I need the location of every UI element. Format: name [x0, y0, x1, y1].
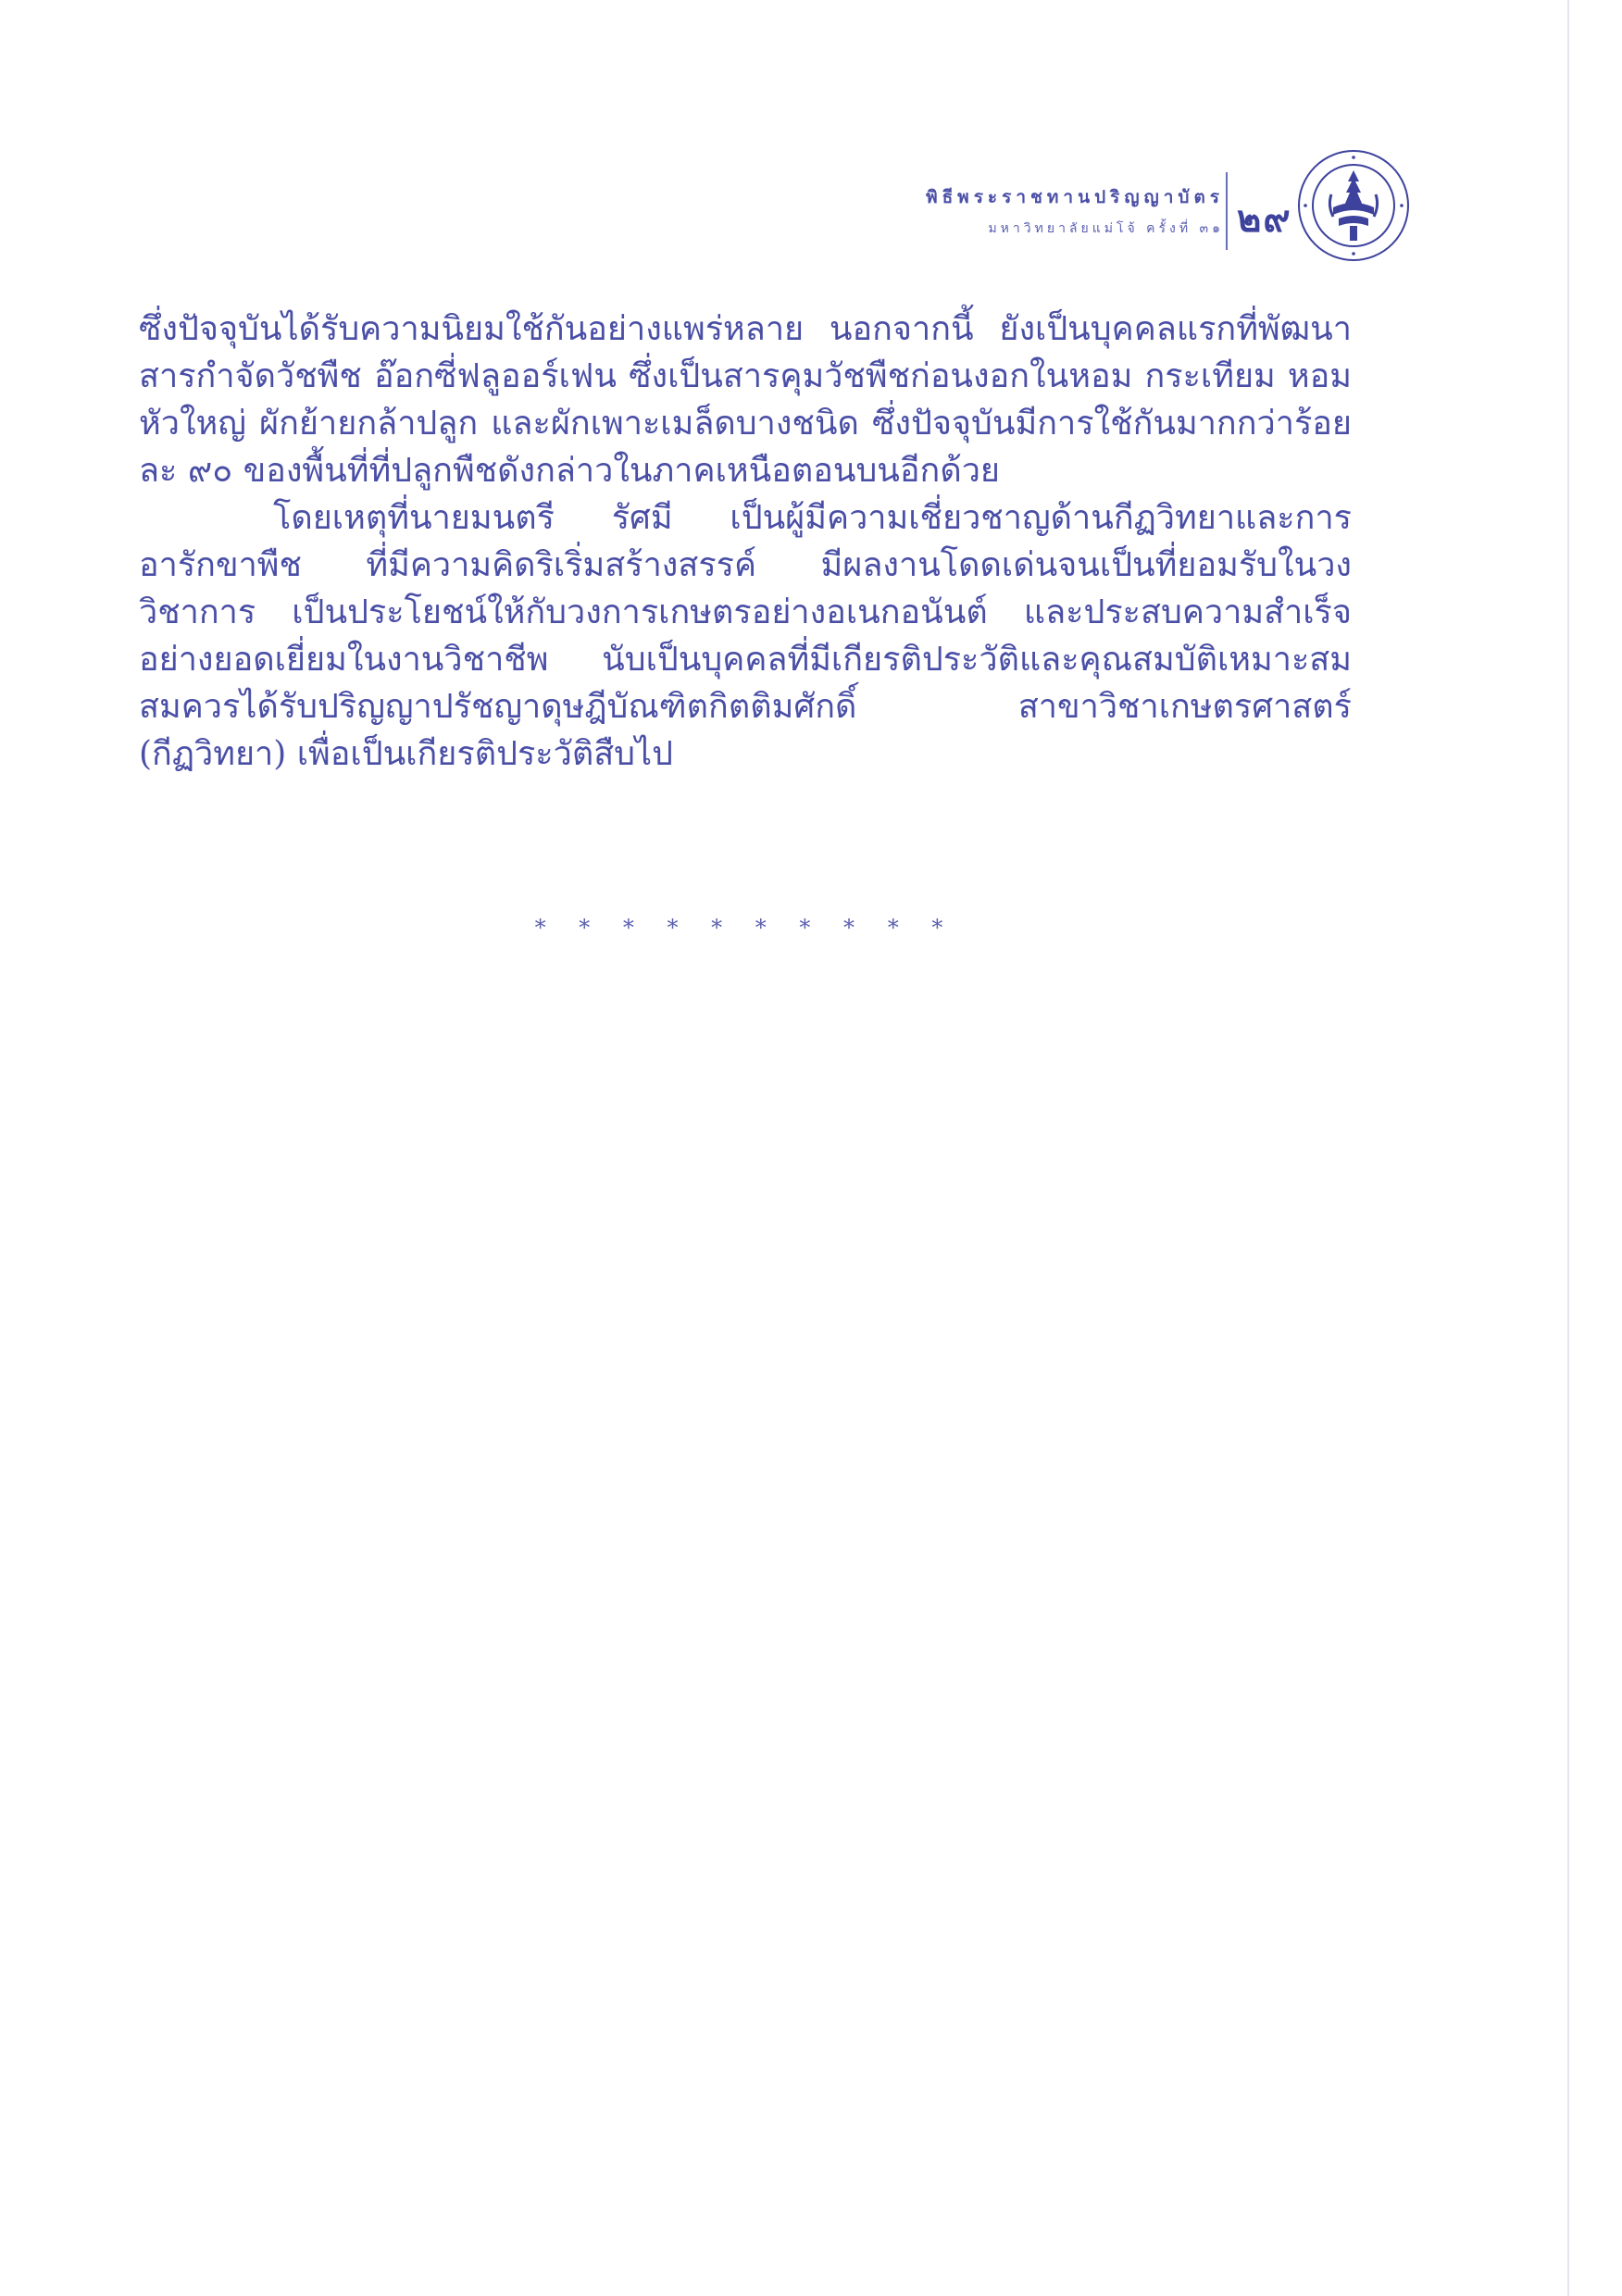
university-seal-icon	[1296, 148, 1411, 263]
page-edge-line	[1567, 0, 1569, 2296]
page-number: ๒๙	[1237, 197, 1292, 241]
ceremony-title: พิธีพระราชทานปริญญาบัตร	[926, 187, 1224, 207]
header-text-block	[926, 183, 1224, 239]
paragraph-2: โดยเหตุที่นายมนตรี รัศมี เป็นผู้มีความเชี่ยวชาญด้านกีฏวิทยาและการอารักขาพืช ที่มีความคิดริเริ่มสร้างสรรค์ มีผลงานโดดเด่นจนเป็นที่ยอมรับในวงวิชาการ เป็นประโยชน์ให้กับวงการเกษตรอย่างอเนกอนันต์ และประสบความสำเร็จอย่างยอดเยี่ยมในงานวิชาชีพ นับเป็นบุคคลที่มีเกียรติประวัติและคุณสมบัติเหมาะสม สมควรได้รับปริญญาปรัชญาดุษฎีบัณฑิตกิตติมศักดิ์ สาขาวิชาเกษตรศาสตร์ (กีฏวิทยา) เพื่อเป็นเกียรติประวัติสืบไป	[139, 499, 1352, 773]
header-divider	[1226, 172, 1228, 250]
closing-asterisks: * * * * * * * * * *	[534, 915, 956, 941]
ceremony-subtitle: มหาวิทยาลัยแม่โจ้ ครั้งที่ ๓๑	[988, 221, 1224, 236]
paragraph-1: ซึ่งปัจจุบันได้รับความนิยมใช้กันอย่างแพร่หลาย นอกจากนี้ ยังเป็นบุคคลแรกที่พัฒนาสารกำจัดวัชพืช อ๊อกซี่ฟลูออร์เฟน ซึ่งเป็นสารคุมวัชพืชก่อนงอกในหอม กระเทียม หอมหัวใหญ่ ผักย้ายกล้าปลูก และผักเพาะเมล็ดบางชนิด ซึ่งปัจจุบันมีการใช้กันมากกว่าร้อยละ ๙๐ ของพื้นที่ที่ปลูกพืชดังกล่าวในภาคเหนือตอนบนอีกด้วย	[139, 310, 1352, 490]
page-header	[833, 148, 1407, 259]
document-body	[139, 306, 1352, 778]
